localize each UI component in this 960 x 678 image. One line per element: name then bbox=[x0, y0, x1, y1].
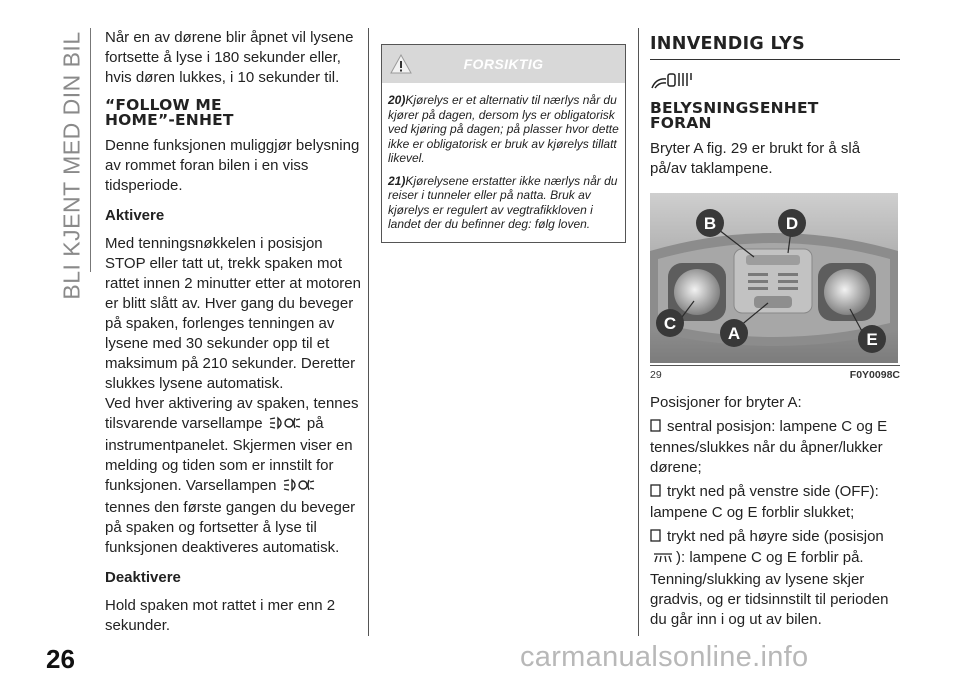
caution-header bbox=[382, 45, 625, 83]
column-2 bbox=[381, 28, 626, 243]
activate-text: Med tenningsnøkkelen i posisjon STOP eller tatt ut, trekk spaken mot rattet innen 2 minutter etter at motoren er blitt slått av. Hver gang du beveger på spaken, forlenges tenningen av lysene med 30 sekunder opp til et maksimum på 210 sekunder. Deretter slukkes lysene automatisk. bbox=[105, 235, 361, 392]
caution-body bbox=[382, 83, 625, 242]
follow-me-home-heading: “FOLLOW ME HOME”-ENHET bbox=[105, 96, 234, 129]
front-light-intro: Bryter A fig. 29 er brukt for å slå på/av taklampene. bbox=[650, 140, 861, 177]
figure-label-a: A bbox=[727, 324, 741, 343]
side-divider bbox=[90, 28, 91, 272]
position-item-right: trykt ned på høyre side (posisjon ): lampene C og E forblir på. bbox=[650, 527, 900, 570]
column-1 bbox=[105, 28, 361, 636]
figure-label-d: D bbox=[785, 214, 799, 233]
caution-title: FORSIKTIG bbox=[463, 56, 544, 72]
figure-number: 29 bbox=[650, 369, 662, 381]
column-3 bbox=[650, 28, 900, 630]
checkbox-bullet-icon bbox=[650, 483, 661, 503]
deactivate-text: Hold spaken mot rattet i mer enn 2 sekunder. bbox=[105, 597, 336, 634]
timed-light-icon bbox=[652, 550, 674, 570]
page-number: 26 bbox=[46, 644, 75, 674]
caution-note: 20)Kjørelys er et alternativ til nærlys når du kjører på dagen, dersom lys er obligatorisk ved kjøring på dagen; på plasser hvor dette ikke er obligatorisk er bruk av kjørelys tillatt likevel. bbox=[388, 93, 619, 165]
positions-title: Posisjoner for bryter A: bbox=[650, 394, 802, 411]
watermark: carmanualsonline.info bbox=[520, 641, 809, 673]
figure-label-e: E bbox=[866, 330, 878, 349]
activation-text: Ved hver aktivering av spaken, tennes tilsvarende varsellampe på instrumentpanelet. Skjermen viser en melding og tiden som er innstilt for funksjonen. Varsellampen tennes den første gangen du beveger på spaken og fortsetter å lyse til funksjonen deaktiveres automatisk. bbox=[105, 395, 359, 556]
figure-code: F0Y0098C bbox=[849, 369, 900, 381]
warning-triangle-icon bbox=[390, 54, 412, 79]
position-item-left: trykt ned på venstre side (OFF): lampene C og E forblir slukket; bbox=[650, 483, 879, 521]
figure-29 bbox=[650, 193, 898, 363]
section-title: INNVENDIG LYS bbox=[650, 34, 900, 60]
side-section-label: BLI KJENT MED DIN BIL bbox=[58, 30, 85, 300]
follow-me-warning-lamp-icon-2 bbox=[283, 478, 315, 498]
intro-paragraph: Når en av dørene blir åpnet vil lysene fortsette å lyse i 180 sekunder eller, hvis døren lukkes, i 10 sekunder til. bbox=[105, 29, 354, 86]
figure-label-b: B bbox=[703, 214, 717, 233]
follow-me-description: Denne funksjonen muliggjør belysning av rommet foran bilen i en viss tidsperiode. bbox=[105, 137, 360, 194]
checkbox-bullet-icon bbox=[650, 418, 661, 438]
position-item-central: sentral posisjon: lampene C og E tennes/slukkes når du åpner/lukker dørene; bbox=[650, 418, 888, 476]
caution-note: 21)Kjørelysene erstatter ikke nærlys når du reiser i tunneler eller på natta. Bruk av kjørelys er regulert av vegtrafikkloven i landet der du befinner deg: følg loven. bbox=[388, 173, 618, 231]
column-divider-2 bbox=[638, 28, 639, 636]
column-divider-1 bbox=[368, 28, 369, 636]
figure-label-c: C bbox=[663, 314, 677, 333]
front-light-unit-heading: BELYSNINGSENHET FORAN bbox=[650, 99, 819, 132]
figure-caption bbox=[650, 365, 900, 381]
deactivate-title: Deaktivere bbox=[105, 569, 181, 586]
footer-paragraph: Tenning/slukking av lysene skjer gradvis, og er tidsinnstilt til perioden du går inn i og ut av bilen. bbox=[650, 571, 889, 628]
follow-me-warning-lamp-icon bbox=[269, 416, 301, 436]
interior-light-icon bbox=[650, 70, 900, 95]
checkbox-bullet-icon bbox=[650, 528, 661, 548]
caution-box bbox=[381, 44, 626, 243]
ceiling-light-illustration bbox=[650, 193, 898, 363]
activate-title: Aktivere bbox=[105, 207, 165, 224]
